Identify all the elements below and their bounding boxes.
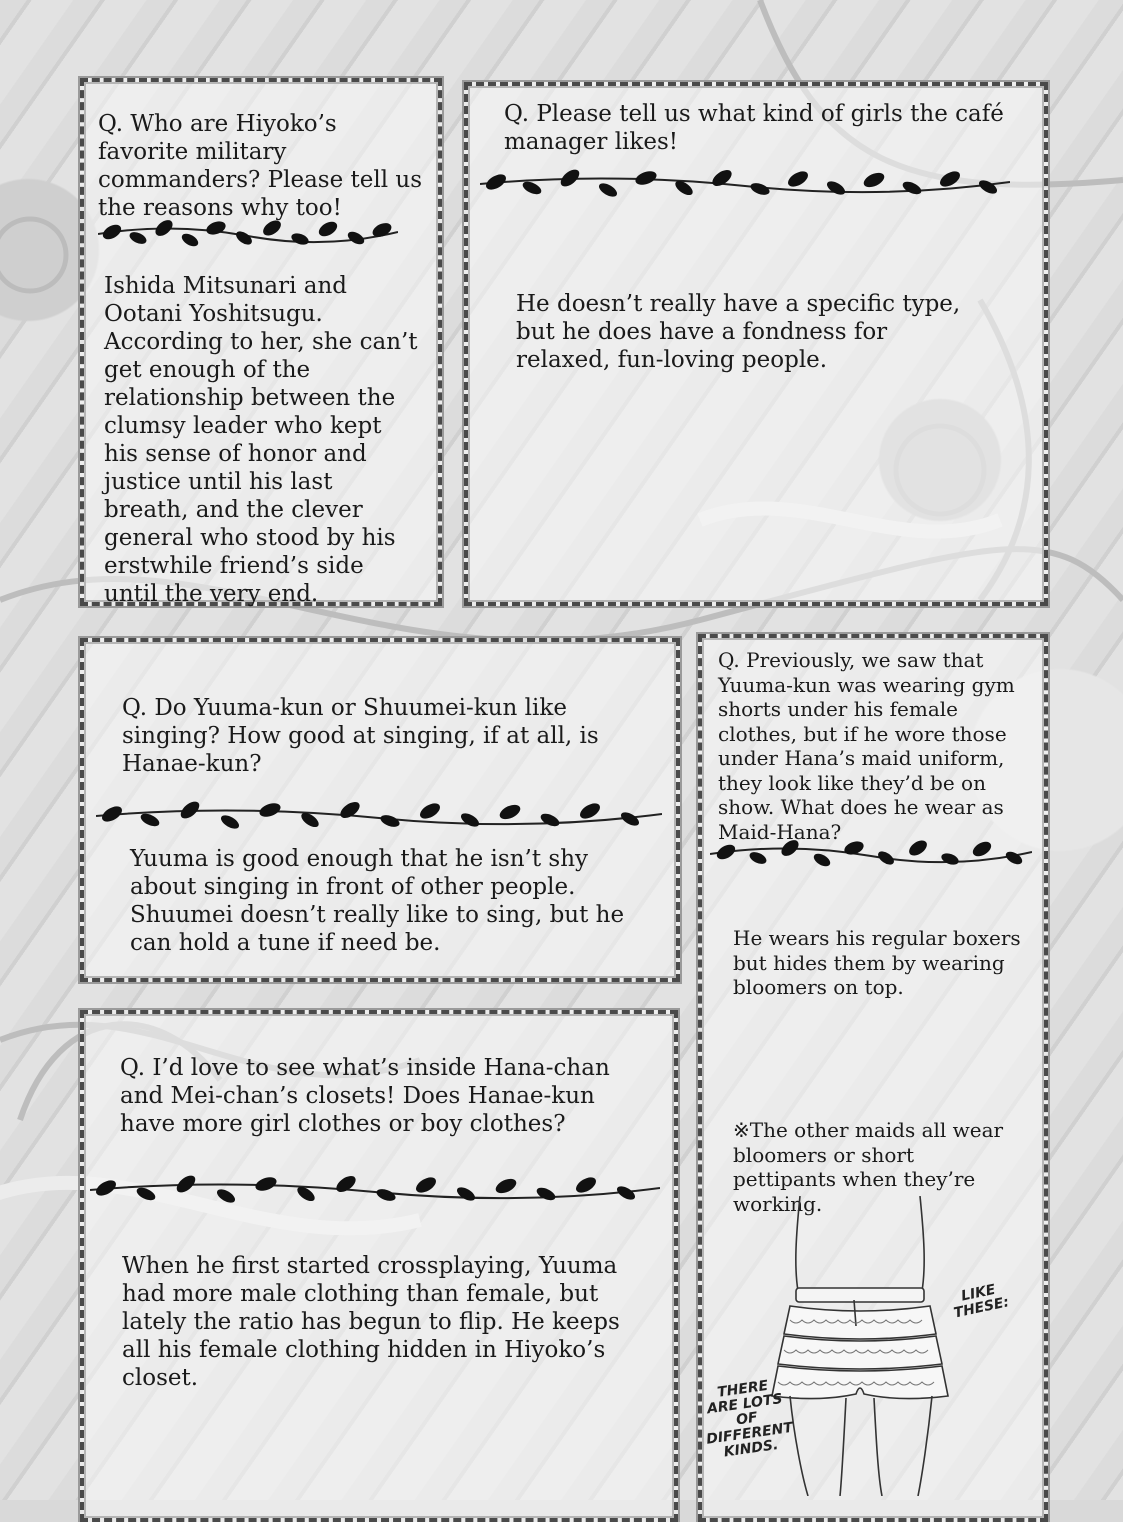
leaf-vine-divider: [90, 1170, 660, 1206]
answer-text: He doesn’t really have a specific type, but he does have a fondness for relaxed, fun-loving people.: [516, 291, 961, 373]
question-text: Q. Do Yuuma-kun or Shuumei-kun like singing? How good at singing, if at all, is Hanae-kun?: [122, 695, 599, 777]
hand-note-many-kinds: THERE ARE LOTS OF DIFFERENT KINDS.: [705, 1377, 794, 1461]
note-text: ※The other maids all wear bloomers or short pettipants when they’re working.: [733, 1118, 1004, 1216]
answer-text: When he first started crossplaying, Yuuma had more male clothing than female, but lately the ratio has begun to flip. He keeps all his female clothing hidden in Hiyoko’s closet.: [122, 1253, 620, 1391]
leaf-vine-divider: [480, 164, 1010, 200]
leaf-vine-divider: [98, 214, 398, 250]
question-text: Q. I’d love to see what’s inside Hana-chan and Mei-chan’s closets! Does Hanae-kun have more girl clothes or boy clothes?: [120, 1055, 610, 1137]
answer-text: Yuuma is good enough that he isn’t shy about singing in front of other people. Shuumei doesn’t really like to sing, but he can hold a tune if need be.: [130, 846, 625, 956]
leaf-vine-divider: [710, 834, 1032, 870]
question-text: Q. Please tell us what kind of girls the café manager likes!: [504, 101, 1004, 155]
leaf-vine-divider: [96, 796, 662, 832]
answer-text: He wears his regular boxers but hides them by wearing bloomers on top.: [733, 926, 1021, 999]
question-text: Q. Who are Hiyoko’s favorite military commanders? Please tell us the reasons why too!: [98, 111, 423, 221]
question-text: Q. Previously, we saw that Yuuma-kun was wearing gym shorts under his female clothes, but if he wore those under Hana’s maid uniform, they look like they’d be on show. What does he wear as Maid-Hana?: [718, 648, 1015, 844]
hand-note-like-these: LIKE THESE:: [952, 1281, 1011, 1322]
answer-text: Ishida Mitsunari and Ootani Yoshitsugu. According to her, she can’t get enough of the relationship between the clumsy leader who kept his sense of honor and justice until his last breath, and the clever general who stood by his erstwhile friend’s side until the very end.: [104, 273, 418, 607]
